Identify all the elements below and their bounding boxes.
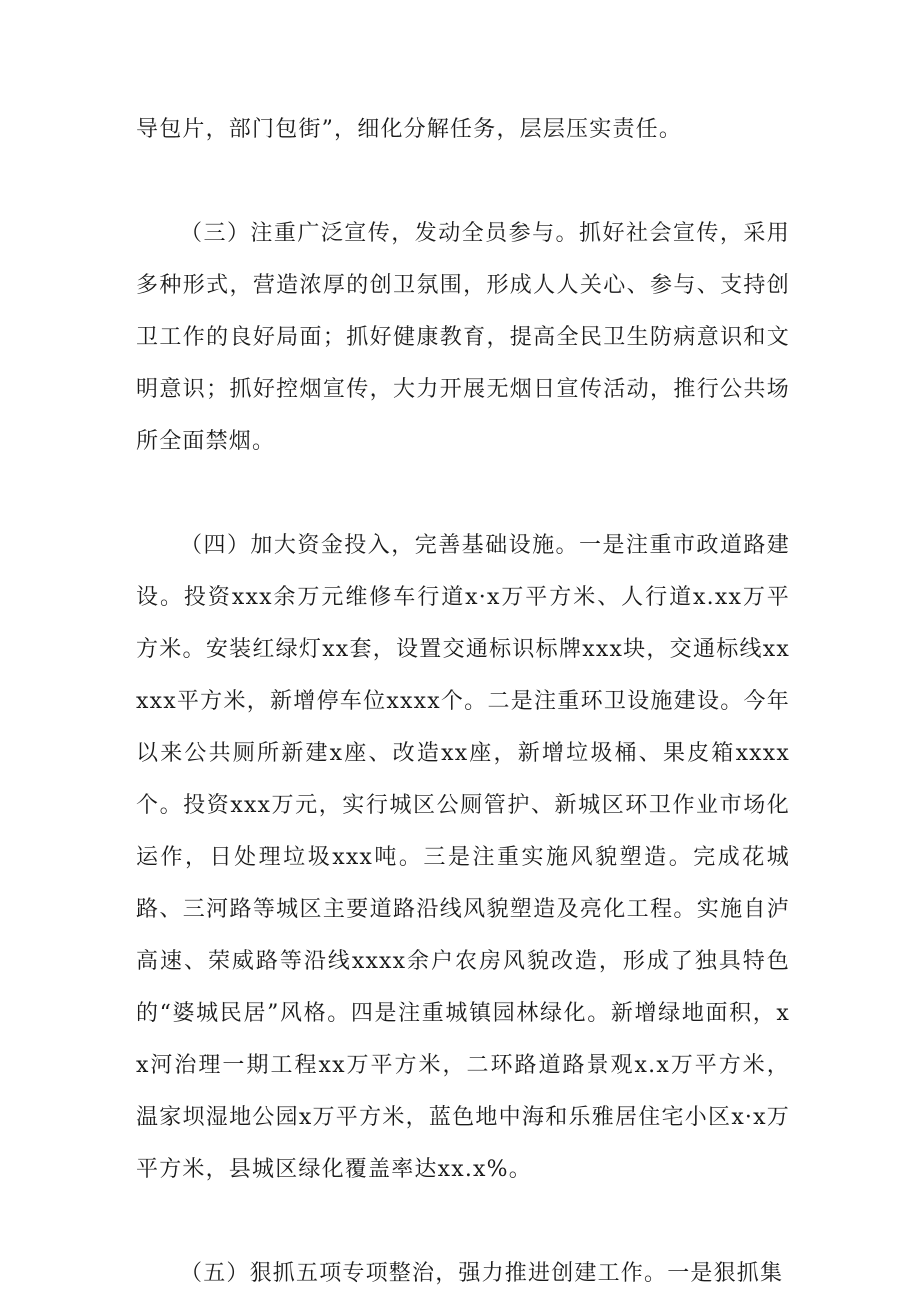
paragraph-gap — [136, 156, 790, 208]
paragraph-section-5: （五）狠抓五项专项整治，强力推进创建工作。一是狠抓集 — [180, 1261, 784, 1286]
paragraph-gap — [136, 468, 790, 520]
paragraph-section-3: （三）注重广泛宣传，发动全员参与。抓好社会宣传，采用多种形式，营造浓厚的创卫氛围，形成人人关心、参与、支持创卫工作的良好局面；抓好健康教育，提高全民卫生防病意识和文明意识；抓好控烟宣传，大力开展无烟日宣传活动，推行公共场所全面禁烟。 — [136, 221, 790, 454]
paragraph-gap — [136, 1196, 790, 1248]
paragraph-continuation: 导包片，部门包街”，细化分解任务，层层压实责任。 — [136, 117, 683, 142]
paragraph-section-4: （四）加大资金投入，完善基础设施。一是注重市政道路建设。投资xxx余万元维修车行道x·x万平方米、人行道x.xx万平方米。安装红绿灯xx套，设置交通标识标牌xxx块，交通标线xxxxx平方米，新增停车位xxxx个。二是注重环卫设施建设。今年以来公共厕所新建x座、改造xx座，新增垃圾桶、果皮箱xxxx个。投资xxx万元，实行城区公厕管护、新城区环卫作业市场化运作，日处理垃圾xxx吨。三是注重实施风貌塑造。完成花城路、三河路等城区主要道路沿线风貌塑造及亮化工程。实施自泸高速、荣威路等沿线xxxx余户农房风貌改造，形成了独具特色的“婆城民居”风格。四是注重城镇园林绿化。新增绿地面积，xx河治理一期工程xx万平方米，二环路道路景观x.x万平方米，温家坝湿地公园x万平方米，蓝色地中海和乐雅居住宅小区x·x万平方米，县城区绿化覆盖率达xx.x%。 — [136, 533, 790, 1182]
document-body — [136, 104, 790, 1300]
